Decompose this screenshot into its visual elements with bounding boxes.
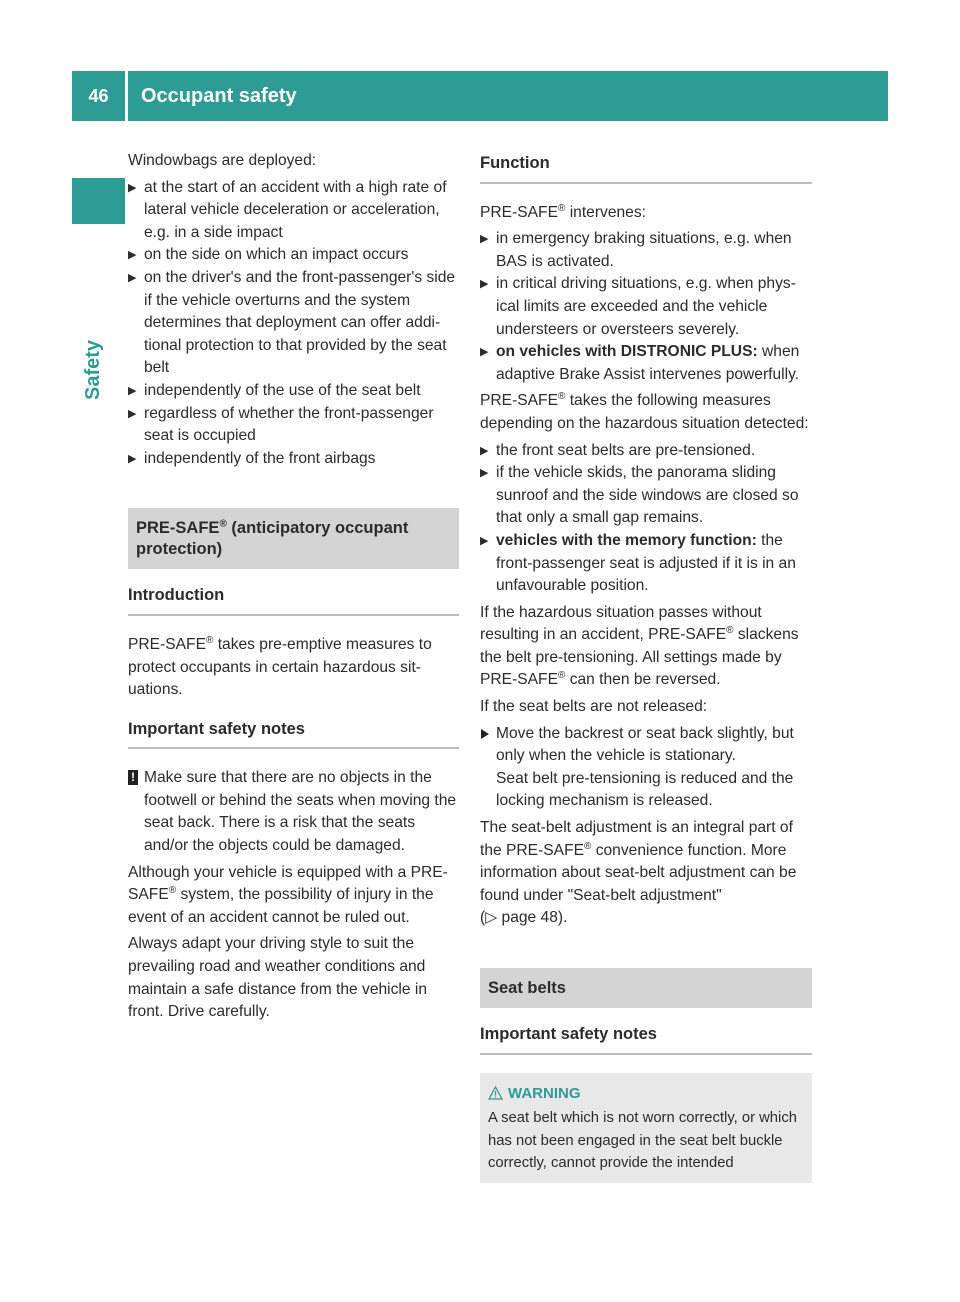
registered-mark: ® bbox=[726, 625, 734, 637]
list-item bbox=[128, 267, 459, 380]
registered-mark: ® bbox=[168, 885, 177, 897]
function-heading: Function bbox=[480, 150, 812, 184]
page-ref-icon[interactable]: (▷ bbox=[480, 909, 498, 927]
paragraph: Always adapt your driving style to suit the prevailing road and weather conditions and maintain a safe distance from the vehicle in front. Drive carefully. bbox=[128, 935, 428, 1021]
registered-mark: ® bbox=[557, 202, 566, 214]
section-title: Occupant safety bbox=[128, 71, 888, 121]
bullet-r-icon: ▶ bbox=[128, 249, 137, 262]
intro-text-a: PRE-SAFE bbox=[128, 635, 206, 653]
windowbags-list bbox=[128, 177, 459, 471]
bullet-r-icon: ▶ bbox=[480, 278, 489, 291]
text: If the hazardous situation passes without resulting in an accident, PRE-SAFE bbox=[480, 603, 762, 644]
list-item-text: at the start of an accident with a high rate of lateral vehicle deceleration or acceleration, e.g. in a side impact bbox=[144, 178, 447, 241]
right-column bbox=[480, 150, 812, 1183]
registered-mark: ® bbox=[205, 634, 214, 646]
list-item bbox=[128, 177, 459, 245]
list-item-text: on the side on which an impact occurs bbox=[144, 246, 409, 264]
text: The seat-belt adjustment is an integral part of the PRE-SAFE bbox=[480, 819, 793, 859]
warning-text: A seat belt which is not worn correctly, or which has not been engaged in the seat belt buckle correctly, cannot provide the intended bbox=[488, 1110, 797, 1172]
intro-text-b: takes pre-emptive measures to protect occupants in certain hazardous situations. bbox=[128, 635, 432, 699]
left-column bbox=[128, 150, 459, 1028]
list-item-text: on the driver's and the front-passenger's side if the vehicle overturns and the system determines that deployment can offer additional protection to that provided by the seat belt bbox=[144, 268, 456, 377]
text: convenience function. More information about seat-belt adjustment can be found under "Seat-belt adjustment" bbox=[480, 841, 797, 904]
seat-belts-heading: Seat belts bbox=[480, 968, 812, 1008]
step-instruction bbox=[480, 723, 812, 813]
bullet-r-icon: ▶ bbox=[128, 384, 137, 397]
presafe-heading bbox=[128, 508, 459, 569]
bullet-r-icon: ▶ bbox=[480, 444, 489, 457]
warning-label: WARNING bbox=[508, 1084, 581, 1102]
registered-mark: ® bbox=[557, 670, 566, 682]
list-item-text: the front-passenger seat is adjusted if it is in an unfavourable position. bbox=[496, 531, 796, 595]
list-item bbox=[480, 462, 812, 530]
step-text: Move the backrest or seat back slightly, but only when the vehicle is stationary. bbox=[496, 724, 794, 765]
list-item bbox=[480, 440, 812, 463]
windowbags-intro: Windowbags are deployed: bbox=[128, 152, 317, 169]
list-item-text: in critical driving situations, e.g. when physical limits are exceeded and the vehicle understeers or oversteers severely. bbox=[496, 275, 796, 338]
bullet-r-icon: ▶ bbox=[128, 407, 137, 420]
paragraph bbox=[480, 202, 812, 225]
p1-b: system, the possibility of injury in the event of an accident cannot be ruled out. bbox=[128, 886, 434, 926]
arrow-step-icon bbox=[481, 729, 489, 739]
bullet-r-icon: ▶ bbox=[480, 346, 489, 359]
p1-a: Although your vehicle is equipped with a PRE-SAFE bbox=[128, 863, 448, 904]
bold-text: on vehicles with DISTRONIC PLUS: bbox=[496, 343, 758, 361]
list-item-text: the front seat belts are pre-tensioned. bbox=[496, 441, 756, 459]
paragraph bbox=[480, 602, 812, 692]
presafe-heading-b: (anticipatory occupant protection) bbox=[136, 519, 409, 559]
paragraph: If the seat belts are not released: bbox=[480, 698, 708, 716]
bullet-r-icon: ▶ bbox=[480, 534, 489, 547]
warning-box bbox=[480, 1073, 812, 1183]
list-item bbox=[128, 448, 459, 471]
list-item-text: in emergency braking situations, e.g. when BAS is activated. bbox=[496, 230, 792, 270]
text: PRE-SAFE bbox=[480, 392, 558, 410]
bold-text: vehicles with the memory function: bbox=[496, 531, 757, 549]
sidebar-block bbox=[72, 178, 125, 224]
text: can then be reversed. bbox=[565, 671, 721, 689]
bullet-r-icon: ▶ bbox=[128, 181, 137, 194]
important-safety-heading: Important safety notes bbox=[128, 716, 459, 750]
introduction-heading: Introduction bbox=[128, 582, 459, 616]
registered-mark: ® bbox=[584, 840, 592, 852]
paragraph bbox=[480, 817, 812, 930]
list-item bbox=[480, 530, 812, 598]
bullet-r-icon: ▶ bbox=[128, 452, 137, 465]
registered-mark: ® bbox=[219, 518, 227, 530]
list-item bbox=[480, 228, 812, 273]
step-result: Seat belt pre-tensioning is reduced and the locking mechanism is released. bbox=[496, 769, 794, 810]
list-item-text: regardless of whether the front-passenger seat is occupied bbox=[144, 404, 434, 445]
list-item-text: independently of the front airbags bbox=[144, 449, 376, 467]
page-ref-link[interactable]: page 48). bbox=[497, 909, 568, 927]
list-item bbox=[128, 244, 459, 267]
bullet-r-icon: ▶ bbox=[480, 467, 489, 480]
warning-title bbox=[488, 1083, 804, 1106]
text: takes the following measures depending on the hazardous situation detected: bbox=[480, 392, 809, 432]
list-item bbox=[128, 403, 459, 448]
caution-note bbox=[128, 767, 459, 857]
text: intervenes: bbox=[565, 203, 646, 221]
measures-list bbox=[480, 440, 812, 598]
text: PRE-SAFE bbox=[480, 203, 558, 221]
presafe-heading-a: PRE-SAFE bbox=[136, 519, 220, 538]
warning-triangle-icon bbox=[488, 1086, 503, 1100]
exclamation-icon: ! bbox=[128, 770, 138, 785]
list-item-text: independently of the use of the seat belt bbox=[144, 381, 421, 399]
list-item bbox=[480, 273, 812, 341]
list-item bbox=[480, 341, 812, 386]
list-item-text: if the vehicle skids, the panorama sliding sunroof and the side windows are closed so that only a small gap remains. bbox=[496, 464, 799, 527]
sidebar-label: Safety bbox=[81, 339, 104, 401]
important-safety-heading: Important safety notes bbox=[480, 1021, 812, 1055]
note-text: Make sure that there are no objects in the footwell or behind the seats when moving the seat back. There is a risk that the seats and/or the objects could be damaged. bbox=[144, 769, 457, 855]
list-item-text: when adaptive Brake Assist intervenes powerfully. bbox=[496, 343, 800, 383]
intervene-list bbox=[480, 228, 812, 386]
introduction-text bbox=[128, 634, 459, 702]
bullet-r-icon: ▶ bbox=[128, 271, 137, 284]
list-item bbox=[128, 380, 459, 403]
paragraph bbox=[128, 862, 459, 930]
text: slackens the belt pre-tensioning. All settings made by PRE-SAFE bbox=[480, 626, 799, 689]
paragraph bbox=[480, 390, 812, 435]
bullet-r-icon: ▶ bbox=[480, 233, 489, 246]
page-number: 46 bbox=[72, 71, 125, 121]
registered-mark: ® bbox=[557, 391, 566, 403]
